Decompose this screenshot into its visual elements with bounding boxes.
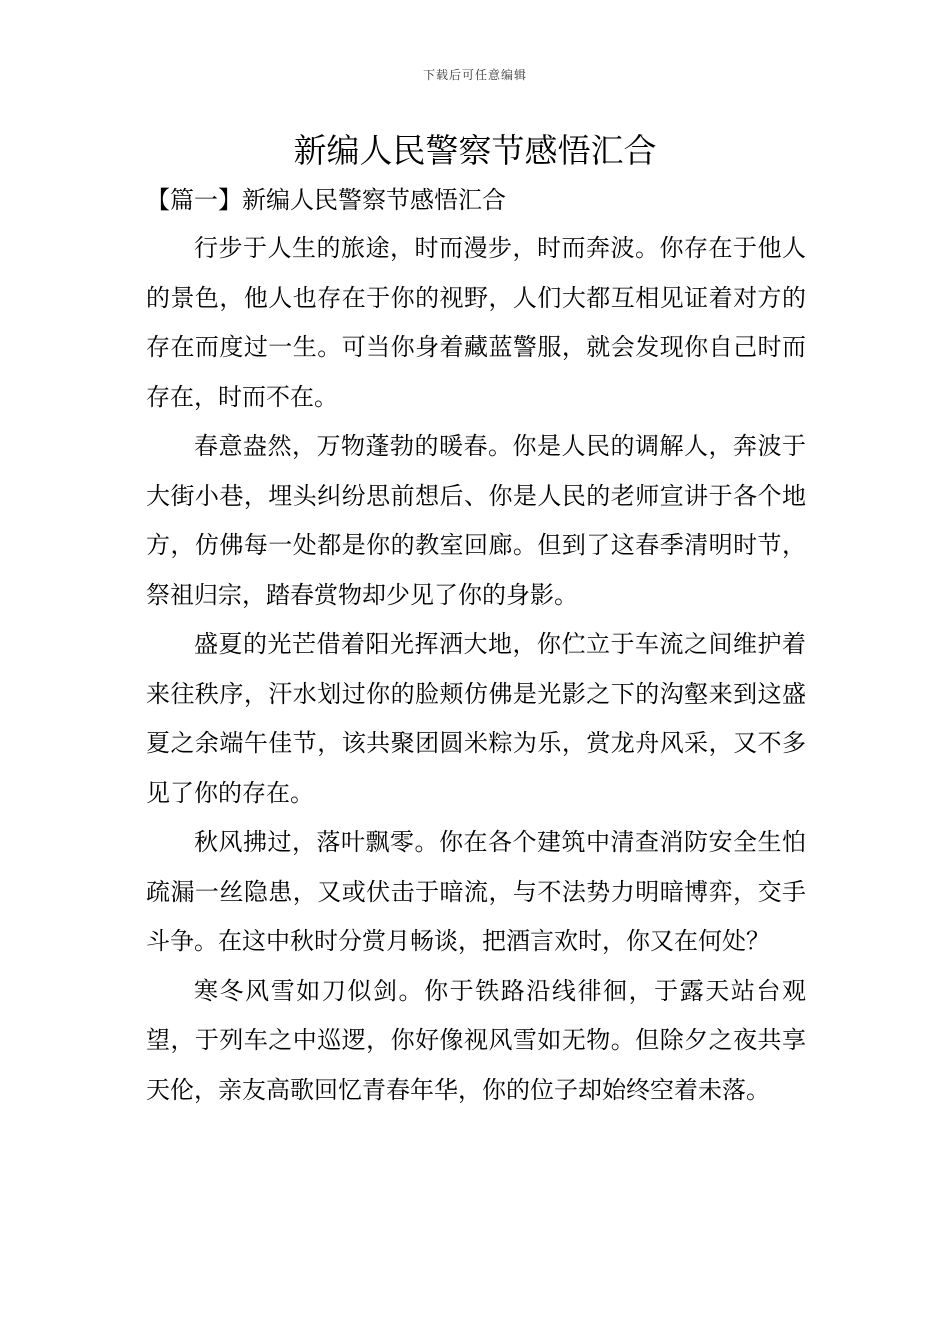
section-heading: 【篇一】新编人民警察节感悟汇合	[146, 186, 506, 214]
paragraph-4: 秋风拂过，落叶飘零。你在各个建筑中清查消防安全生怕疏漏一丝隐患，又或伏击于暗流，与不法势力明暗博弈，交手斗争。在这中秋时分赏月畅谈，把酒言欢时，你又在何处？	[146, 828, 806, 955]
page-header-note: 下载后可任意编辑	[422, 68, 527, 82]
paragraph-3: 盛夏的光芒借着阳光挥洒大地，你伫立于车流之间维护着来往秩序，汗水划过你的脸颊仿佛是光影之下的沟壑来到这盛夏之余端午佳节，该共聚团圆米粽为乐，赏龙舟风采，又不多见了你的存在。	[146, 630, 806, 807]
paragraph-2: 春意盎然，万物蓬勃的暖春。你是人民的调解人，奔波于大街小巷，埋头纠纷思前想后、你是人民的老师宣讲于各个地方，仿佛每一处都是你的教室回廊。但到了这春季清明时节，祭祖归宗，踏春赏物却少见了你的身影。	[146, 432, 806, 609]
paragraph-1: 行步于人生的旅途，时而漫步，时而奔波。你存在于他人的景色，他人也存在于你的视野，人们大都互相见证着对方的存在而度过一生。可当你身着藏蓝警服，就会发现你自己时而存在，时而不在。	[146, 234, 806, 411]
document-body	[146, 224, 806, 1115]
document-title: 新编人民警察节感悟汇合	[293, 131, 657, 170]
paragraph-5: 寒冬风雪如刀似剑。你于铁路沿线徘徊，于露天站台观望，于列车之中巡逻，你好像视风雪如无物。但除夕之夜共享天伦，亲友高歌回忆青春年华，你的位子却始终空着未落。	[146, 976, 806, 1104]
